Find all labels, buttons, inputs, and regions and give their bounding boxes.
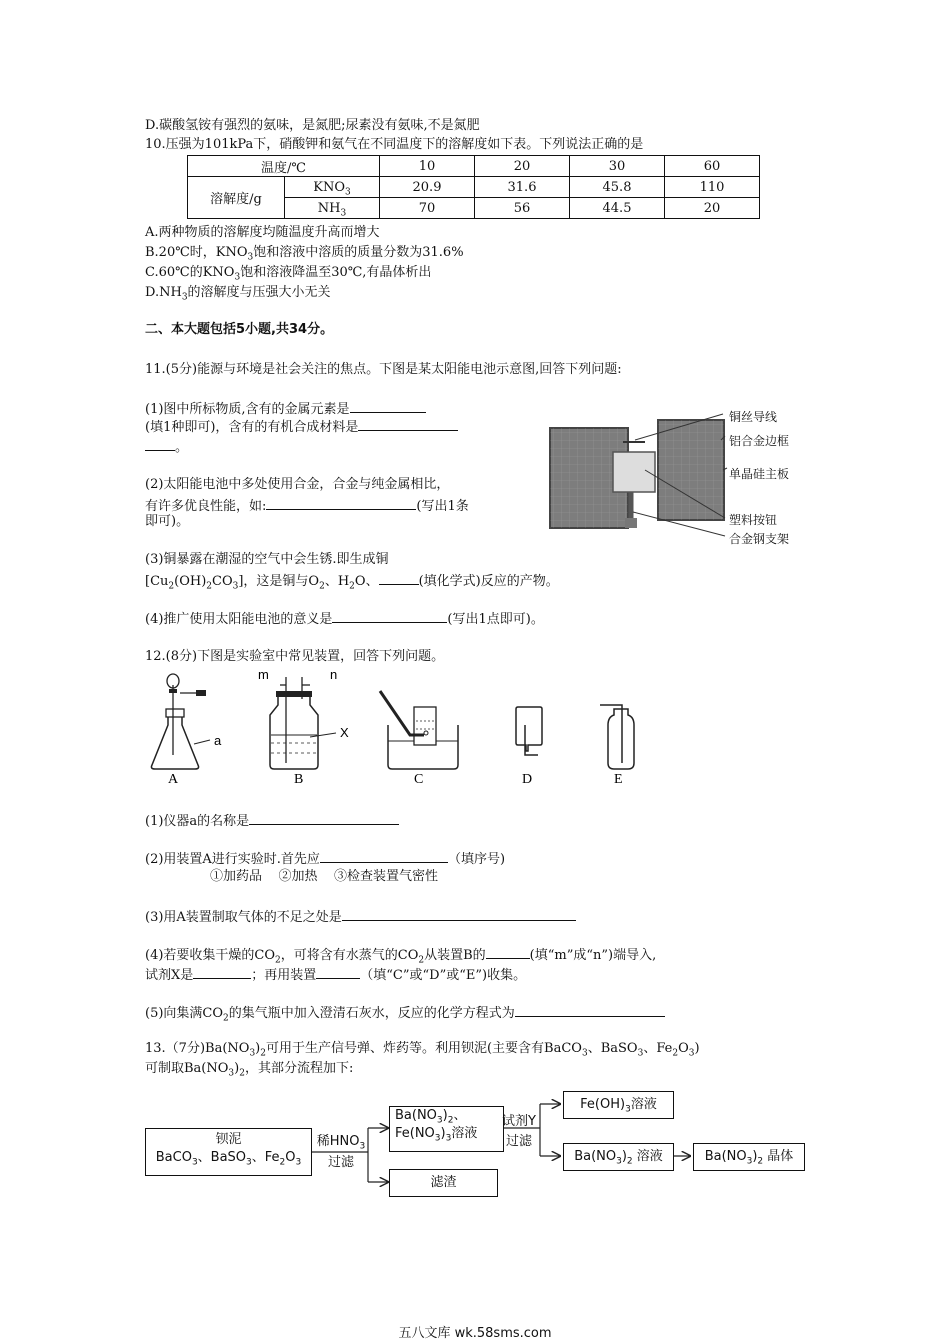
feoh3-box: $Fe(OH)_3$溶液 (563, 1091, 674, 1119)
answer-blank[interactable] (379, 570, 419, 585)
kno3-label: $KNO_3$ (285, 177, 380, 198)
q13-stem-line2: 可制取$Ba(NO_3)_2$，其部分流程加下: (145, 1061, 354, 1079)
q10-stem: 10.压强为101kPa下，硝酸钾和氨气在不同温度下的溶解度如下表。下列说法正确的是 (145, 137, 644, 152)
label-c: C (414, 772, 424, 787)
barium-mud-box (145, 1128, 312, 1176)
q11-part2-line1: (2)太阳能电池中多处使用合金，合金与纯金属相比， (145, 477, 450, 492)
solubility-table (187, 155, 760, 219)
q12-part4-line2: 试剂X是 ；再用装置 （填“C”或“D”或“E”)收集。 (145, 964, 526, 985)
apparatus-d (516, 707, 542, 755)
nh3-value: 20 (665, 198, 760, 219)
step2-reagent: 试剂Y (502, 1114, 536, 1129)
q11-part1-line1: (1)图中所标物质,含有的金属元素是 (145, 398, 426, 419)
q12-part1: (1)仪器a的名称是 (145, 810, 399, 831)
q11-stem: 11.(5分)能源与环境是社会关注的焦点。下图是某太阳能电池示意图,回答下列问题: (145, 362, 622, 377)
kno3-value: 110 (665, 177, 760, 198)
mark-x: X (340, 725, 349, 740)
nh3-value: 44.5 (570, 198, 665, 219)
q12-part4-line1: (4)若要收集干燥的$CO_2$，可将含有水蒸气的$CO_2$从装置B的 (填“m”成“n”)端导入, (145, 944, 656, 965)
q11-part1-line2: (填1种即可)，含有的有机合成材料是 (145, 416, 458, 437)
q10-option-d: $D.NH_3$的溶解度与压强大小无关 (145, 285, 331, 303)
q11-part3-line1: (3)铜暴露在潮湿的空气中会生锈.即生成铜 (145, 552, 389, 567)
mixed-solution-line1: $Ba(NO_3)_2$、 (395, 1108, 467, 1126)
q13-stem-line1: 13.（7分)$Ba(NO_3)_2$可用于生产信号弹、炸药等。利用钡泥(主要含有BaCO$_3$、BaSO$_3$、$Fe_2O_3$) (145, 1041, 700, 1059)
answer-blank[interactable] (316, 964, 360, 979)
answer-blank[interactable] (342, 906, 576, 921)
barium-mud-title: 钡泥 (215, 1132, 242, 1147)
footer-watermark: 五八文库 wk.58sms.com (398, 1326, 552, 1341)
barium-mud-content: BaCO$_3$、BaSO$_3$、$Fe_2O_3$ (155, 1150, 302, 1168)
nh3-value: 70 (380, 198, 475, 219)
step2-action: 过滤 (505, 1134, 532, 1149)
solubility-header: 溶解度/g (188, 177, 285, 219)
label-aluminum-frame: 铝合金边框 (729, 434, 790, 448)
bano3-crystal-box: $Ba(NO_3)_2$ 晶体 (693, 1143, 805, 1171)
apparatus-b (270, 677, 336, 769)
mixed-solution-box (389, 1106, 504, 1152)
mark-a: a (214, 733, 222, 748)
step1-reagent: 稀$HNO_3$ (316, 1134, 366, 1152)
apparatus-a (151, 674, 210, 769)
filter-residue-box: 滤渣 (389, 1169, 498, 1197)
answer-blank[interactable] (515, 1002, 665, 1017)
label-e: E (614, 772, 623, 787)
step1-action: 过滤 (327, 1155, 354, 1170)
mark-m: m (258, 667, 269, 682)
q12-part2: (2)用装置A进行实验时.首先应 （填序号) (145, 848, 505, 869)
kno3-value: 45.8 (570, 177, 665, 198)
answer-blank[interactable] (486, 944, 530, 959)
answer-blank[interactable] (266, 495, 416, 510)
temp-cell: 60 (665, 156, 760, 177)
nh3-value: 56 (475, 198, 570, 219)
answer-blank[interactable] (145, 436, 175, 451)
q12-part3: (3)用A装置制取气体的不足之处是 (145, 906, 576, 927)
kno3-value: 20.9 (380, 177, 475, 198)
mark-n: n (330, 667, 338, 682)
label-d: D (522, 772, 533, 787)
answer-blank[interactable] (193, 964, 251, 979)
apparatus-c (380, 691, 458, 769)
q12-stem: 12.(8分)下图是实验室中常见装置，回答下列问题。 (145, 649, 445, 664)
label-copper-wire: 铜丝导线 (729, 410, 778, 424)
label-a: A (168, 772, 179, 787)
temp-cell: 30 (570, 156, 665, 177)
answer-blank[interactable] (320, 848, 448, 863)
q10-option-b: B.20℃时，$KNO_3$饱和溶液中溶质的质量分数为31.6% (145, 245, 464, 263)
q10-option-a: A.两种物质的溶解度均随温度升高而增大 (145, 225, 380, 240)
answer-blank[interactable] (332, 608, 447, 623)
kno3-value: 31.6 (475, 177, 570, 198)
temp-header: 温度/℃ (188, 156, 380, 177)
q11-part3-line2: $[Cu_2(OH)_2CO_3]$，这是铜与$O_2$、$H_2O$、 (填化学式)反应的产物。 (145, 570, 559, 591)
apparatus-figure (140, 665, 660, 790)
q9-option-d: D.碳酸氢铵有强烈的氨味，是氮肥;尿素没有氨味,不是氮肥 (145, 118, 480, 133)
label-b: B (294, 772, 304, 787)
section-2-title: 二、本大题包括5小题,共34分。 (145, 322, 334, 337)
mixed-solution-line2: $Fe(NO_3)_3$溶液 (395, 1126, 478, 1144)
apparatus-e (600, 705, 634, 769)
answer-blank[interactable] (350, 398, 426, 413)
q11-part4: (4)推广使用太阳能电池的意义是 (写出1点即可)。 (145, 608, 544, 629)
label-plastic-button: 塑料按钮 (729, 513, 778, 527)
label-silicon-board: 单晶硅主板 (729, 467, 790, 481)
bano3-solution-box: $Ba(NO_3)_2$ 溶液 (563, 1143, 674, 1171)
q12-part2-options: ①加药品 ②加热 ③检查装置气密性 (210, 869, 439, 884)
q11-part2-line3: 即可)。 (145, 514, 190, 529)
nh3-label: $NH_3$ (285, 198, 380, 219)
answer-blank[interactable] (358, 416, 458, 431)
q12-part5: (5)向集满$CO_2$的集气瓶中加入澄清石灰水，反应的化学方程式为 (145, 1002, 665, 1023)
answer-blank[interactable] (249, 810, 399, 825)
q11-part1-line3: 。 (145, 436, 188, 457)
q11-part2-line2: 有许多优良性能，如: (写出1条 (145, 495, 469, 516)
temp-cell: 20 (475, 156, 570, 177)
label-steel-stand: 合金钢支架 (729, 532, 790, 546)
temp-cell: 10 (380, 156, 475, 177)
q10-option-c: C.60℃的$KNO_3$饱和溶液降温至30℃,有晶体析出 (145, 265, 432, 283)
